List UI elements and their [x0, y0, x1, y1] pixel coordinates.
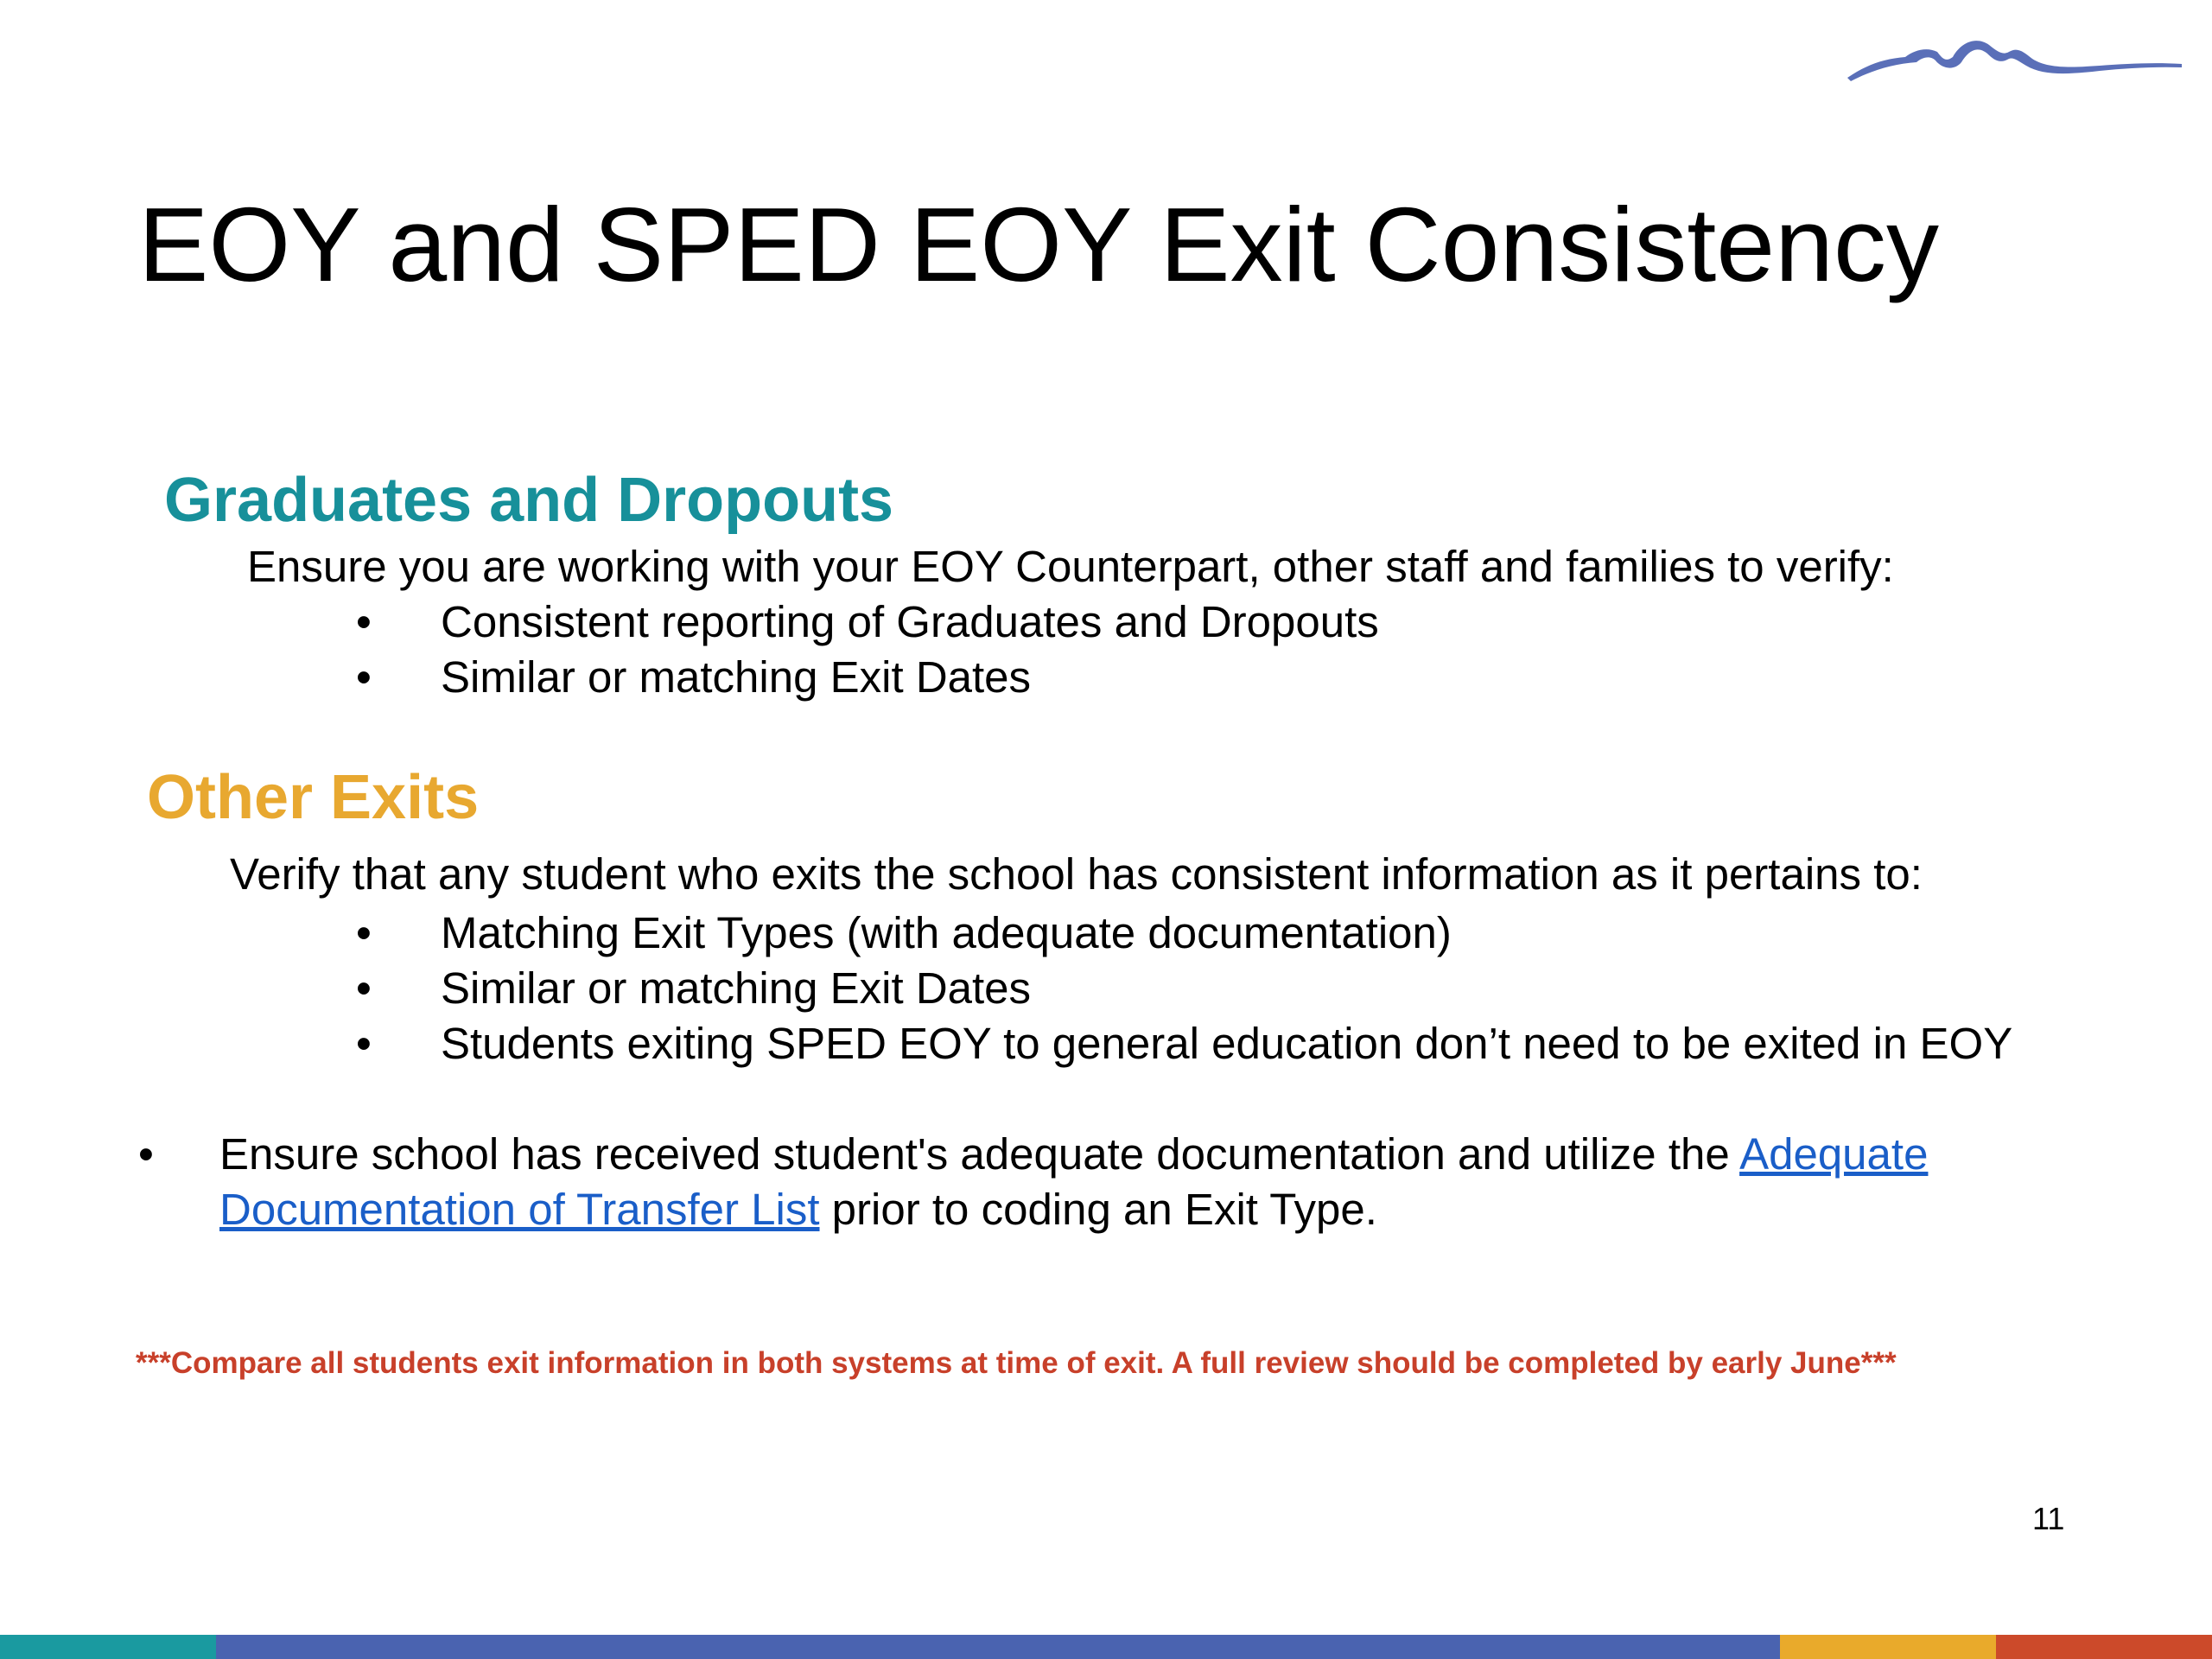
- documentation-line-2: [219, 1182, 1377, 1237]
- bar-segment-teal: [0, 1635, 216, 1659]
- section-heading-other-exits: Other Exits: [147, 763, 480, 832]
- page-title: EOY and SPED EOY Exit Consistency: [138, 186, 1940, 303]
- transfer-list-link[interactable]: Documentation of Transfer List: [219, 1185, 820, 1234]
- documentation-text: Ensure school has received student's adequate documentation and utilize the: [219, 1129, 1740, 1179]
- bottom-color-bar: [0, 1635, 2212, 1659]
- list-item: Similar or matching Exit Dates: [441, 652, 1032, 702]
- bar-segment-red: [1996, 1635, 2212, 1659]
- list-item: Similar or matching Exit Dates: [441, 963, 1032, 1013]
- bar-segment-gold: [1780, 1635, 1996, 1659]
- bullet-marker: •: [356, 1019, 372, 1068]
- list-item: Consistent reporting of Graduates and Dropouts: [441, 597, 1379, 646]
- list-item: Matching Exit Types (with adequate documentation): [441, 908, 1452, 957]
- review-note: ***Compare all students exit information in both systems at time of exit. A full review should be completed by early June***: [136, 1346, 1897, 1380]
- bullet-marker: •: [356, 597, 372, 646]
- page-number: 11: [2032, 1501, 2065, 1536]
- bullet-marker: •: [138, 1129, 154, 1179]
- documentation-text-after: prior to coding an Exit Type.: [819, 1185, 1377, 1234]
- documentation-line-1: [219, 1127, 1928, 1182]
- section-intro-graduates: Ensure you are working with your EOY Counterpart, other staff and families to verify:: [247, 542, 1894, 591]
- bullet-marker: •: [356, 963, 372, 1013]
- bullet-marker: •: [356, 652, 372, 702]
- bullet-marker: •: [356, 908, 372, 957]
- adequate-documentation-link[interactable]: Adequate: [1739, 1129, 1929, 1179]
- section-intro-other-exits: Verify that any student who exits the school has consistent information as it pertains to:: [230, 849, 1923, 899]
- bar-segment-blue: [216, 1635, 1780, 1659]
- list-item: Students exiting SPED EOY to general education don’t need to be exited in EOY: [441, 1019, 2013, 1068]
- section-heading-graduates: Graduates and Dropouts: [164, 466, 894, 535]
- mountain-logo-icon: [1840, 26, 2186, 95]
